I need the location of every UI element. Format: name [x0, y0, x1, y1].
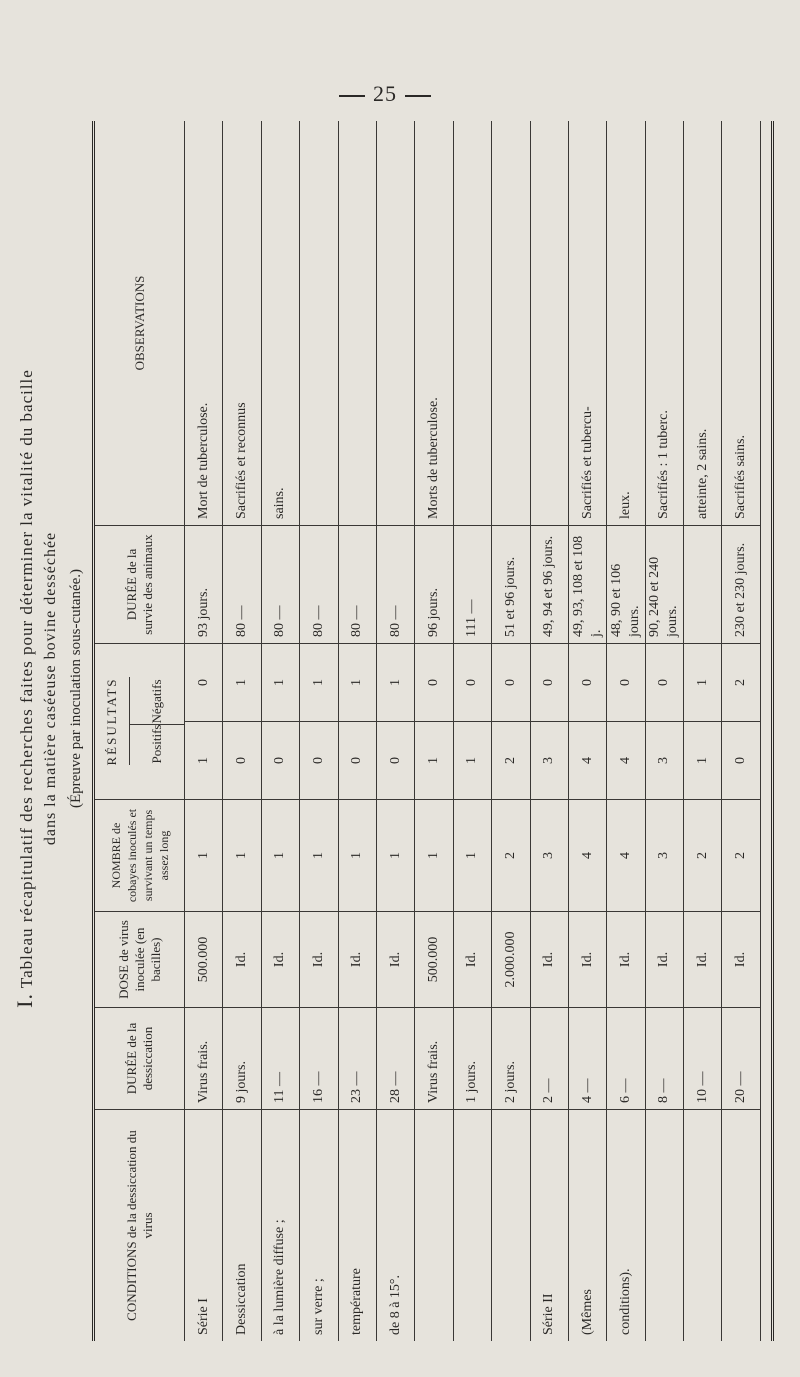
- row-negative: 0: [646, 643, 683, 721]
- row-positive: 0: [262, 721, 299, 799]
- row-observation: sains.: [272, 487, 288, 519]
- row-positive: 3: [531, 721, 568, 799]
- row-count: 1: [262, 799, 299, 911]
- row-positive: 0: [339, 721, 376, 799]
- row-count: 4: [569, 799, 606, 911]
- row-observation: atteinte, 2 sains.: [694, 428, 710, 519]
- row-count: 1: [223, 799, 260, 911]
- row-drying-duration: 16 —: [300, 1007, 337, 1109]
- row-condition: conditions).: [607, 1109, 644, 1341]
- row-negative: 0: [531, 643, 568, 721]
- table-subtitle: dans la matière caséeuse bovine desséchée: [42, 531, 59, 846]
- row-dose: Id.: [339, 911, 376, 1007]
- header-dose: DOSE de virus inoculée (en bacilles): [95, 911, 184, 1007]
- row-condition: température: [339, 1109, 376, 1341]
- table-title: I. Tableau récapitulatif des recherches faites pour déterminer la vitalité du bacille: [12, 369, 37, 1008]
- table-row: [415, 121, 453, 1341]
- row-count: 4: [607, 799, 644, 911]
- row-observation: [339, 121, 376, 525]
- row-count: 3: [531, 799, 568, 911]
- row-drying-duration: Virus frais.: [415, 1007, 452, 1109]
- row-negative: 0: [607, 643, 644, 721]
- table-row: [262, 121, 300, 1341]
- row-observation: [377, 121, 414, 525]
- row-dose: Id.: [531, 911, 568, 1007]
- row-positive: 3: [646, 721, 683, 799]
- row-drying-duration: 8 —: [646, 1007, 683, 1109]
- header-observations: OBSERVATIONS: [131, 275, 147, 371]
- table-row: [492, 121, 530, 1341]
- table-row: [607, 121, 645, 1341]
- row-condition: [684, 1109, 721, 1341]
- row-condition: [646, 1109, 683, 1341]
- row-positive: 0: [300, 721, 337, 799]
- table-row: [300, 121, 338, 1341]
- row-dose: Id.: [262, 911, 299, 1007]
- row-condition: de 8 à 15°.: [377, 1109, 414, 1341]
- row-dose: 500.000: [415, 911, 452, 1007]
- row-negative: 0: [492, 643, 529, 721]
- row-negative: 1: [300, 643, 337, 721]
- row-observation: Mort de tuberculose.: [195, 402, 211, 519]
- row-drying-duration: Virus frais.: [185, 1007, 222, 1109]
- row-condition: [492, 1109, 529, 1341]
- row-survival: 80 —: [377, 525, 414, 643]
- row-drying-duration: 2 jours.: [492, 1007, 529, 1109]
- row-count: 2: [492, 799, 529, 911]
- row-drying-duration: 2 —: [531, 1007, 568, 1109]
- header-survival: DURÉE de la survie des animaux: [95, 525, 184, 643]
- row-positive: 1: [415, 721, 452, 799]
- row-drying-duration: 10 —: [684, 1007, 721, 1109]
- row-dose: 500.000: [185, 911, 222, 1007]
- table-row: [339, 121, 377, 1341]
- row-positive: 0: [722, 721, 759, 799]
- row-count: 1: [339, 799, 376, 911]
- row-observation: [531, 121, 568, 525]
- row-count: 2: [722, 799, 759, 911]
- row-count: 1: [454, 799, 491, 911]
- row-drying-duration: 23 —: [339, 1007, 376, 1109]
- row-survival: 80 —: [262, 525, 299, 643]
- row-observation: Sacrifiés et tubercu-: [579, 406, 595, 519]
- row-negative: 1: [262, 643, 299, 721]
- row-survival: 80 —: [300, 525, 337, 643]
- row-negative: 1: [684, 643, 721, 721]
- row-drying-duration: 11 —: [262, 1007, 299, 1109]
- row-positive: 1: [454, 721, 491, 799]
- header-positive: Positifs: [130, 724, 184, 764]
- header-count: NOMBRE de cobayes inoculés et survivant un temps assez long: [95, 799, 184, 911]
- row-dose: Id.: [722, 911, 759, 1007]
- row-dose: Id.: [569, 911, 606, 1007]
- row-dose: Id.: [646, 911, 683, 1007]
- row-condition: [415, 1109, 452, 1341]
- row-drying-duration: 6 —: [607, 1007, 644, 1109]
- row-negative: 0: [454, 643, 491, 721]
- row-survival: 93 jours.: [185, 525, 222, 643]
- row-condition: [722, 1109, 759, 1341]
- row-condition: (Mêmes: [569, 1109, 606, 1341]
- row-dose: Id.: [300, 911, 337, 1007]
- table-header-row: [95, 121, 185, 1341]
- table-row: [722, 121, 760, 1341]
- row-negative: 1: [223, 643, 260, 721]
- row-survival: 90, 240 et 240 jours.: [646, 525, 683, 643]
- row-condition: Série II: [531, 1109, 568, 1341]
- row-survival: 96 jours.: [415, 525, 452, 643]
- row-positive: 0: [377, 721, 414, 799]
- header-conditions: CONDITIONS de la dessiccation du virus: [95, 1109, 184, 1341]
- table-note: (Épreuve par inoculation sous-cutanée.): [68, 568, 84, 809]
- row-negative: 2: [722, 643, 759, 721]
- row-survival: 230 et 230 jours.: [722, 525, 759, 643]
- row-count: 1: [415, 799, 452, 911]
- header-negative: Négatifs: [149, 679, 164, 724]
- header-results: RÉSULTATS Positifs Négatifs: [95, 643, 184, 799]
- row-drying-duration: 1 jours.: [454, 1007, 491, 1109]
- row-dose: Id.: [223, 911, 260, 1007]
- row-count: 1: [300, 799, 337, 911]
- row-dose: 2.000.000: [492, 911, 529, 1007]
- row-observation: [300, 121, 337, 525]
- row-condition: sur verre ;: [300, 1109, 337, 1341]
- row-observation: [492, 121, 529, 525]
- row-negative: 0: [185, 643, 222, 721]
- row-condition: Série I: [185, 1109, 222, 1341]
- row-survival: 111 —: [454, 525, 491, 643]
- row-positive: 4: [607, 721, 644, 799]
- row-condition: [454, 1109, 491, 1341]
- table-row: [684, 121, 722, 1341]
- row-observation: Sacrifiés : 1 tuberc.: [656, 410, 672, 519]
- row-survival: 80 —: [223, 525, 260, 643]
- row-drying-duration: 4 —: [569, 1007, 606, 1109]
- row-survival: [684, 525, 721, 643]
- row-survival: 49, 94 et 96 jours.: [531, 525, 568, 643]
- table-row: [223, 121, 261, 1341]
- row-count: 3: [646, 799, 683, 911]
- table-row: [454, 121, 492, 1341]
- table-row: [531, 121, 569, 1341]
- row-observation: Sacrifiés et reconnus: [234, 402, 250, 519]
- row-positive: 1: [185, 721, 222, 799]
- row-condition: à la lumière diffuse ;: [262, 1109, 299, 1341]
- header-duration: DURÉE de la dessiccation: [95, 1007, 184, 1109]
- row-negative: 1: [339, 643, 376, 721]
- row-observation: Morts de tuberculose.: [426, 397, 442, 519]
- row-survival: 51 et 96 jours.: [492, 525, 529, 643]
- row-positive: 1: [684, 721, 721, 799]
- row-drying-duration: 20 —: [722, 1007, 759, 1109]
- row-dose: Id.: [377, 911, 414, 1007]
- row-negative: 0: [415, 643, 452, 721]
- row-positive: 0: [223, 721, 260, 799]
- row-negative: 0: [569, 643, 606, 721]
- row-positive: 2: [492, 721, 529, 799]
- page-number: 25: [331, 81, 439, 107]
- table-row: [377, 121, 415, 1341]
- row-observation: leux.: [617, 491, 633, 519]
- row-dose: Id.: [454, 911, 491, 1007]
- row-dose: Id.: [684, 911, 721, 1007]
- row-count: 1: [377, 799, 414, 911]
- row-drying-duration: 9 jours.: [223, 1007, 260, 1109]
- row-observation: [454, 121, 491, 525]
- table-row: [646, 121, 684, 1341]
- row-dose: Id.: [607, 911, 644, 1007]
- row-count: 1: [185, 799, 222, 911]
- row-negative: 1: [377, 643, 414, 721]
- row-positive: 4: [569, 721, 606, 799]
- row-count: 2: [684, 799, 721, 911]
- row-condition: Dessiccation: [223, 1109, 260, 1341]
- table-row: [569, 121, 607, 1341]
- row-survival: 48, 90 et 106 jours.: [607, 525, 644, 643]
- row-survival: 49, 93, 108 et 108 j.: [569, 525, 606, 643]
- table-row: [185, 121, 223, 1341]
- results-table: [92, 121, 774, 1341]
- row-observation: Sacrifiés sains.: [733, 435, 749, 519]
- row-survival: 80 —: [339, 525, 376, 643]
- row-drying-duration: 28 —: [377, 1007, 414, 1109]
